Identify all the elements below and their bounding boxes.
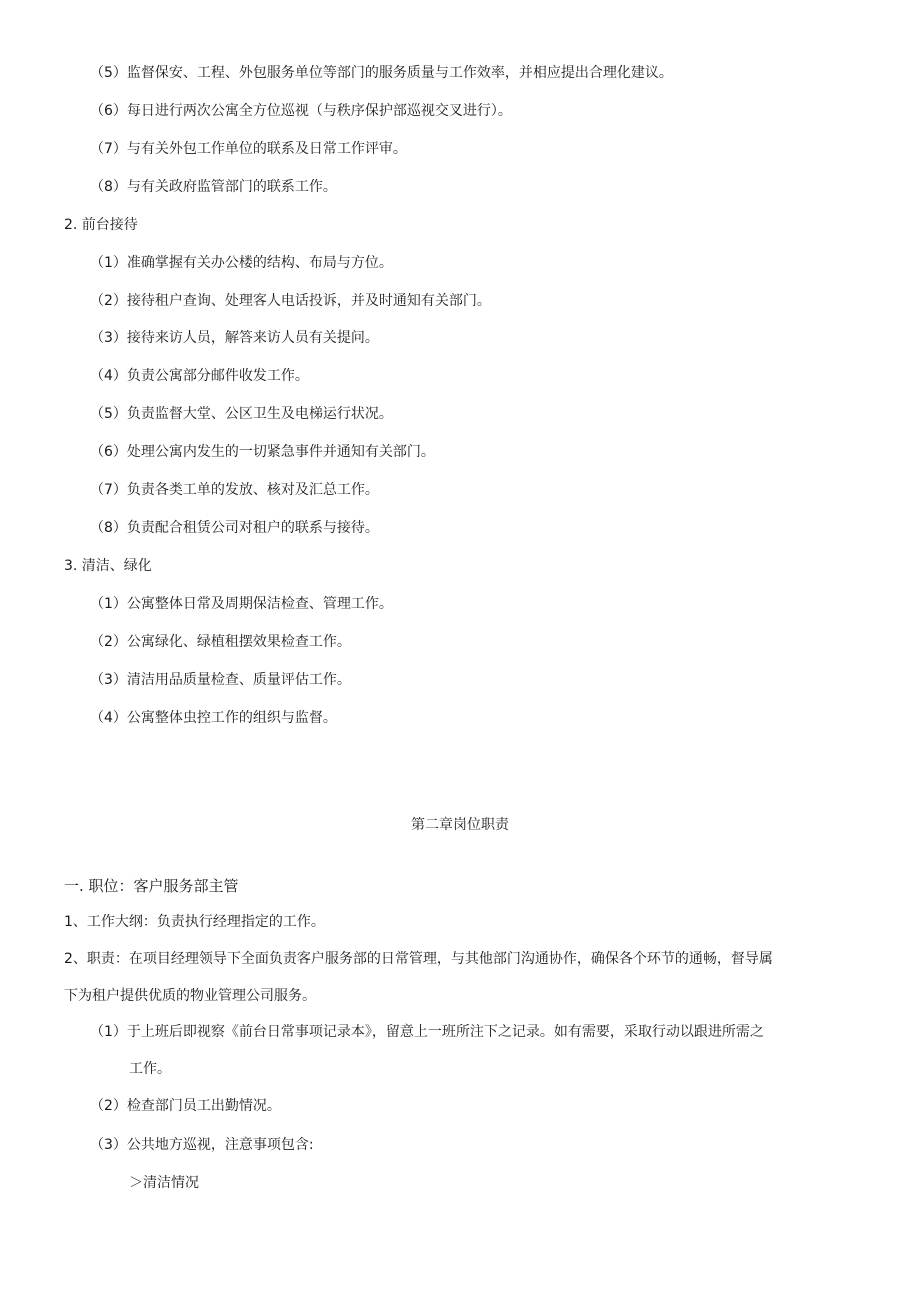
list-item: （5）负责监督大堂、公区卫生及电梯运行状况。 [90, 406, 393, 422]
list-item: （7）负责各类工单的发放、核对及汇总工作。 [90, 482, 379, 498]
list-item-continued: 工作。 [129, 1061, 171, 1077]
duty-text-continued: 下为租户提供优质的物业管理公司服务。 [64, 988, 316, 1004]
list-item: （3）接待来访人员，解答来访人员有关提问。 [90, 330, 379, 346]
section-heading: 3. 清洁、绿化 [64, 558, 152, 574]
list-item: （4）公寓整体虫控工作的组织与监督。 [90, 710, 337, 726]
list-item: （8）与有关政府监管部门的联系工作。 [90, 179, 337, 195]
list-item: （1）准确掌握有关办公楼的结构、布局与方位。 [90, 255, 393, 271]
duty-text: 2、职责：在项目经理领导下全面负责客户服务部的日常管理，与其他部门沟通协作，确保各个环节的通畅，督导属 [64, 951, 773, 967]
list-item: （6）处理公寓内发生的一切紧急事件并通知有关部门。 [90, 444, 435, 460]
list-item: （6）每日进行两次公寓全方位巡视（与秩序保护部巡视交叉进行）。 [90, 103, 512, 119]
bullet-item: ＞清洁情况 [129, 1175, 199, 1191]
list-item: （8）负责配合租赁公司对租户的联系与接待。 [90, 520, 379, 536]
position-heading: 一. 职位：客户服务部主管 [64, 877, 239, 895]
list-item: （2）公寓绿化、绿植租摆效果检查工作。 [90, 634, 351, 650]
list-item: （4）负责公寓部分邮件收发工作。 [90, 368, 309, 384]
list-item: （2）检查部门员工出勤情况。 [90, 1098, 281, 1114]
chapter-title: 第二章岗位职责 [411, 817, 509, 833]
list-item: （1）于上班后即视察《前台日常事项记录本》，留意上一班所注下之记录。如有需要，采取行动以跟进所需之 [90, 1024, 764, 1040]
list-item: （5）监督保安、工程、外包服务单位等部门的服务质量与工作效率，并相应提出合理化建议。 [90, 65, 673, 81]
list-item: （3）公共地方巡视，注意事项包含: [90, 1137, 314, 1153]
list-item: （2）接待租户查询、处理客人电话投诉，并及时通知有关部门。 [90, 293, 491, 309]
list-item: （7）与有关外包工作单位的联系及日常工作评审。 [90, 141, 407, 157]
list-item: （3）清洁用品质量检查、质量评估工作。 [90, 672, 351, 688]
list-item: （1）公寓整体日常及周期保洁检查、管理工作。 [90, 596, 393, 612]
section-heading: 2. 前台接待 [64, 217, 138, 233]
outline-text: 1、工作大纲：负责执行经理指定的工作。 [64, 914, 325, 930]
